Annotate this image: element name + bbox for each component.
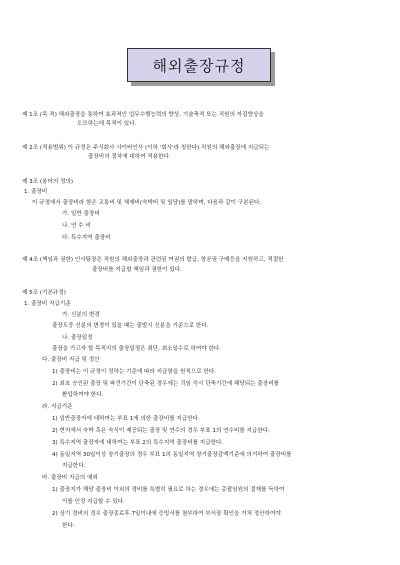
article-3-sub-da: 다. 특수지역 출장비 [62, 235, 111, 241]
article-3-sub-na: 나. 연 수 비 [62, 223, 91, 229]
article-3-item-1: 1. 출장비 [24, 189, 48, 195]
article-5-sub-ma: 마. 출장비 지급의 예외 [42, 475, 98, 481]
article-4-line-2: 출장비를 지급할 책임과 권한이 있다. [92, 267, 182, 273]
article-5-sub-ma-1: 1) 출장지가 해당 출장비 이외의 경비를 특별히 필요로 하는 경우에는 총괄임원의 결재를 득하여 [52, 487, 285, 493]
article-5-sub-ma-1-cont: 이를 인정 지급할 수 있다. [62, 499, 125, 505]
article-5-sub-ga: 가. 신분의 변경 [62, 312, 100, 318]
article-5-sub-ra-3: 3) 특수지역 출장자에 대하여는 부표 2의 특수지역 출장비를 지급한다. [52, 440, 224, 446]
article-5-sub-ga-text: 출장도중 신분의 변경이 있을 때는 출발시 신분을 기준으로 한다. [52, 323, 209, 329]
article-2-line-2: 출장비의 절차에 대하여 적용한다. [88, 154, 171, 160]
article-3-heading: 제 3조 (용어의 정의) [22, 179, 74, 185]
article-5-sub-da: 다. 출장비 지급 및 정산 [42, 357, 100, 363]
article-3-sub-ga: 가. 일반 출장비 [62, 211, 100, 217]
article-5-sub-da-1: 1) 출장비는 이 규정이 정하는 기준에 따라 지급함을 원칙으로 한다. [52, 369, 217, 375]
article-5-heading: 제 5조 (기본규정) [22, 290, 66, 296]
article-5-sub-ra-1: 1) 일반출장자에 대하여는 부표 1에 의한 출장비를 지급한다. [52, 416, 200, 422]
article-5-item-1: 1. 출장비 지급기준 [24, 301, 71, 307]
article-5-sub-na: 나. 출장일정 [62, 335, 93, 341]
article-5-sub-ra-4-cont: 지급한다. [62, 463, 86, 469]
article-5-sub-na-text: 출장을 가고자 할 목적지의 출장일정은 최단, 최소일수로 하여야 한다. [52, 346, 222, 352]
article-5-sub-da-2-cont: 환입하여야 한다. [62, 392, 104, 398]
article-5-sub-ma-2: 2) 상기 경비의 경우 출장종료후 7일이내에 증빙서를 첨부하여 부서장 확인을 거쳐 정산하여야 [52, 511, 281, 517]
article-5-sub-ra: 라. 지급기준 [42, 404, 73, 410]
article-5-sub-da-2: 2) 최초 승인된 출장 및 파견기간이 단축된 경우에는 귀임 즉시 단축기간에 해당되는 출장비를 [52, 381, 280, 387]
article-1-line-1: 제 1조 (목 적) 해외출장을 통하여 효과적인 업무수행능력의 향상, 기술축적 또는 직원의 자질향상을 [22, 112, 264, 118]
article-3-text: 이 규정에서 출장비라 함은 교통비 및 체재비(숙박비 및 일당)를 말하며, 다음과 같이 구분된다. [32, 200, 262, 206]
article-5-sub-ra-4: 4) 동일지역 30일이상 장기출장의 경우 부표 1의 동일지역 장기출장감액기준에 의거하여 출장비를 [52, 452, 292, 458]
article-4-line-1: 제 4조 (책임과 권한) 인사팀장은 직원의 해외출장과 관련된 여권의 발급, 항공권 구매등을 지원하고, 적절한 [22, 257, 284, 263]
article-5-sub-ra-2: 2) 현지에서 숙박 혹은 숙식이 제공되는 출장 및 연수의 경우 부표 1의 연수비를 지급한다. [52, 428, 270, 434]
title-box [127, 48, 271, 82]
document-title: 해외출장규정 [127, 48, 271, 82]
article-1-line-2: 도모하는데 목적이 있다. [77, 121, 137, 127]
article-2-line-1: 제 2조 (적용범위) 이 규정은 주식회사 사이버인사 (이하 '회사'라 칭한다) 직원의 해외출장에 지급되는 [22, 145, 270, 151]
article-5-sub-ma-2-cont: 한다. [62, 523, 75, 529]
